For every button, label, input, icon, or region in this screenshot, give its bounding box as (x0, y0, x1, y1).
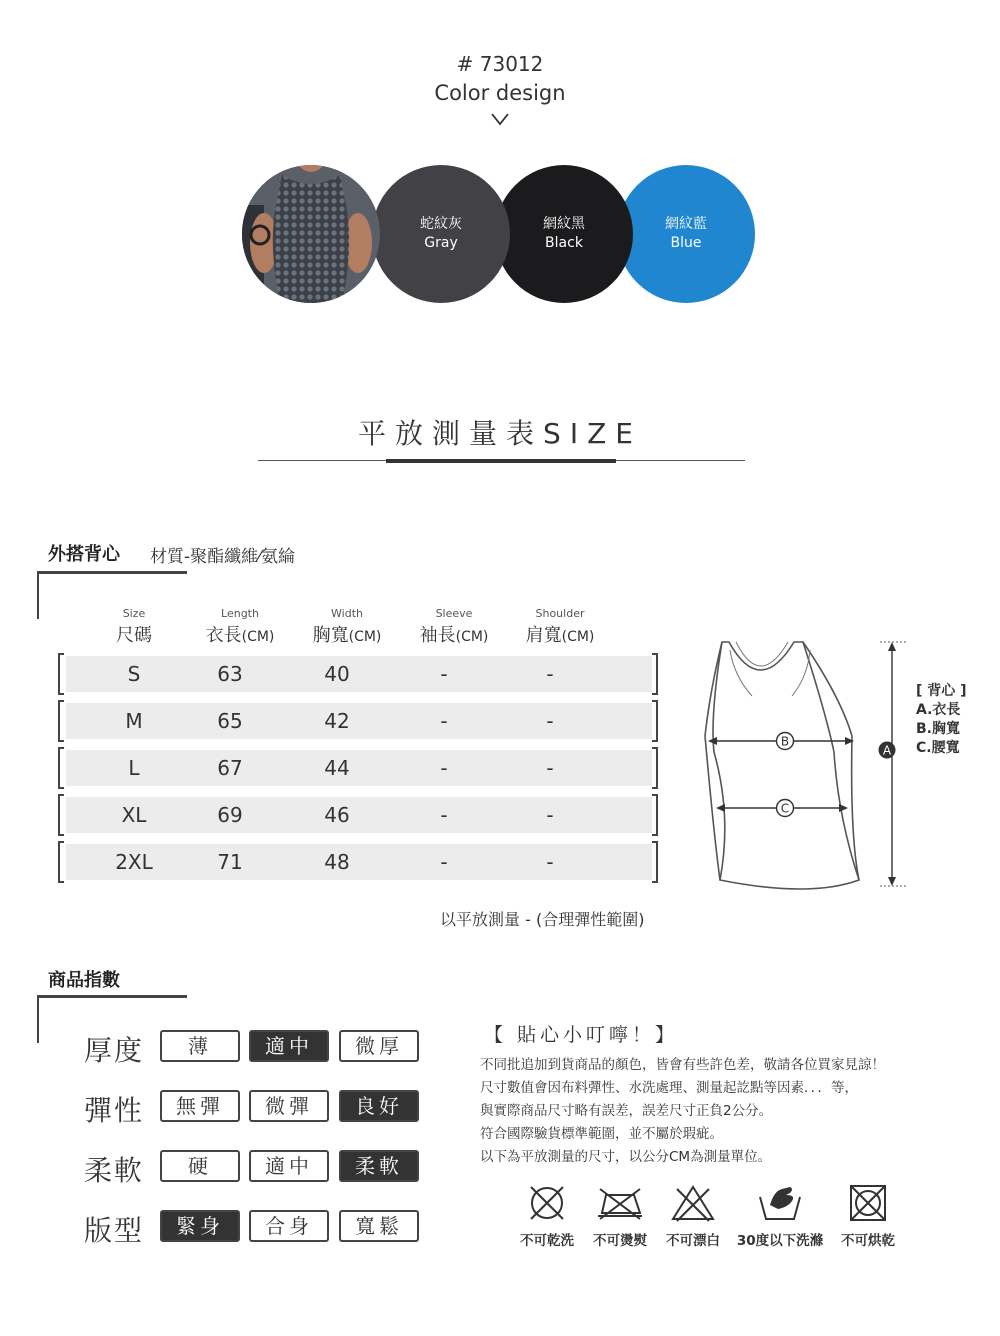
table-cell: 2XL (115, 850, 153, 874)
column-header-width: Width 胸寬(CM) (312, 607, 382, 646)
corner-decoration (37, 571, 187, 574)
table-cell: - (440, 709, 448, 733)
no-bleach-icon (669, 1183, 717, 1223)
index-label: 厚度 (84, 1034, 145, 1067)
table-cell: 48 (324, 850, 350, 874)
color-swatch-black[interactable] (495, 165, 633, 303)
table-row (66, 844, 652, 880)
care-no-tumble-dry: 不可烘乾 (836, 1183, 900, 1249)
color-en-label: Blue (670, 235, 702, 251)
column-header-sleeve: Sleeve 袖長(CM) (419, 607, 489, 646)
no-tumble-dry-icon (848, 1183, 888, 1223)
notice-title: 【 貼心小叮嚀！】 (484, 1024, 679, 1046)
index-option: 薄 (160, 1030, 240, 1062)
index-option: 微彈 (249, 1090, 329, 1122)
label-c: C (780, 801, 790, 816)
material-text: 材質-聚酯纖維⁄氨綸 (150, 547, 295, 567)
care-hand-wash-30: 30度以下洗滌 (732, 1183, 828, 1249)
row-bracket (58, 747, 64, 789)
color-en-label: Gray (424, 235, 458, 251)
table-cell: 63 (217, 662, 243, 686)
chevron-down-icon (490, 112, 510, 126)
row-bracket (652, 841, 658, 883)
corner-decoration (37, 995, 187, 998)
care-no-dryclean: 不可乾洗 (515, 1183, 579, 1249)
index-option: 無彈 (160, 1090, 240, 1122)
table-row (66, 656, 652, 692)
row-bracket (58, 653, 64, 695)
label-a: A (882, 743, 892, 758)
color-zh-label: 網紋藍 (665, 216, 707, 232)
table-cell: 44 (324, 756, 350, 780)
no-dryclean-icon (525, 1183, 569, 1223)
hand-wash-30-icon (756, 1183, 804, 1223)
table-cell: - (440, 850, 448, 874)
color-en-label: Black (545, 235, 583, 251)
table-cell: 65 (217, 709, 243, 733)
index-heading: 商品指數 (48, 970, 120, 991)
product-name: 外搭背心 (48, 544, 120, 565)
table-cell: XL (121, 803, 147, 827)
row-bracket (652, 794, 658, 836)
table-row (66, 797, 652, 833)
row-bracket (58, 794, 64, 836)
table-cell: - (546, 662, 554, 686)
tank-outline (713, 642, 859, 889)
color-zh-label: 蛇紋灰 (420, 216, 462, 232)
row-bracket (652, 747, 658, 789)
table-cell: M (125, 709, 143, 733)
table-cell: - (546, 756, 554, 780)
table-row (66, 750, 652, 786)
table-cell: - (546, 850, 554, 874)
index-label: 柔軟 (84, 1154, 145, 1187)
color-design-title: Color design (434, 81, 566, 105)
table-cell: - (440, 662, 448, 686)
corner-decoration (37, 571, 39, 619)
index-label: 版型 (84, 1214, 145, 1247)
row-bracket (652, 700, 658, 742)
table-cell: - (440, 756, 448, 780)
color-zh-label: 網紋黑 (543, 216, 585, 232)
index-option: 微厚 (339, 1030, 419, 1062)
label-b: B (780, 734, 790, 749)
table-cell: - (440, 803, 448, 827)
color-swatch-gray[interactable] (372, 165, 510, 303)
size-section-title: 平放測量表SIZE (358, 417, 642, 450)
row-bracket (58, 841, 64, 883)
index-label: 彈性 (84, 1094, 145, 1127)
divider-accent (386, 459, 616, 463)
table-cell: 71 (217, 850, 243, 874)
corner-decoration (37, 995, 39, 1043)
column-header-shoulder: Shoulder 肩寬(CM) (525, 607, 595, 646)
table-cell: - (546, 803, 554, 827)
row-bracket (58, 700, 64, 742)
product-photo (242, 165, 380, 303)
table-cell: S (127, 662, 141, 686)
color-swatch-blue[interactable] (617, 165, 755, 303)
model-number: # 73012 (456, 52, 544, 76)
table-cell: 69 (217, 803, 243, 827)
table-cell: 42 (324, 709, 350, 733)
tank-top-diagram (700, 636, 910, 896)
index-option: 適中 (249, 1030, 329, 1062)
row-bracket (652, 653, 658, 695)
index-option: 合身 (249, 1210, 329, 1242)
index-option: 適中 (249, 1150, 329, 1182)
table-cell: 46 (324, 803, 350, 827)
index-option: 寬鬆 (339, 1210, 419, 1242)
index-option: 緊身 (160, 1210, 240, 1242)
measure-note: 以平放測量 - (合理彈性範圍) (440, 910, 645, 929)
care-no-bleach: 不可漂白 (661, 1183, 725, 1249)
column-header-size: Size 尺碼 (116, 607, 152, 646)
column-header-length: Length 衣長(CM) (205, 607, 275, 646)
table-row (66, 703, 652, 739)
index-option: 柔軟 (339, 1150, 419, 1182)
table-cell: 67 (217, 756, 243, 780)
index-option: 良好 (339, 1090, 419, 1122)
table-cell: 40 (324, 662, 350, 686)
care-no-iron: 不可燙熨 (588, 1183, 652, 1249)
diagram-legend: [ 背心 ] A.衣長 B.胸寬 C.腰寬 (916, 683, 967, 756)
notice-text: 不同批追加到貨商品的顏色，皆會有些許色差，敬請各位買家見諒！ 尺寸數值會因布料彈性、水洗處理、測量起訖點等因素．．．等， 與實際商品尺寸略有誤差，誤差尺寸正負2公分。 符合國際驗貨標準範圍，並不屬於瑕疵。 以下為平放測量的尺寸，以公分CM為測量單位。 (480, 1057, 885, 1165)
table-cell: - (546, 709, 554, 733)
index-option: 硬 (160, 1150, 240, 1182)
no-iron-icon (594, 1183, 646, 1223)
model-wearing-tank-icon (242, 165, 380, 303)
table-cell: L (128, 756, 140, 780)
